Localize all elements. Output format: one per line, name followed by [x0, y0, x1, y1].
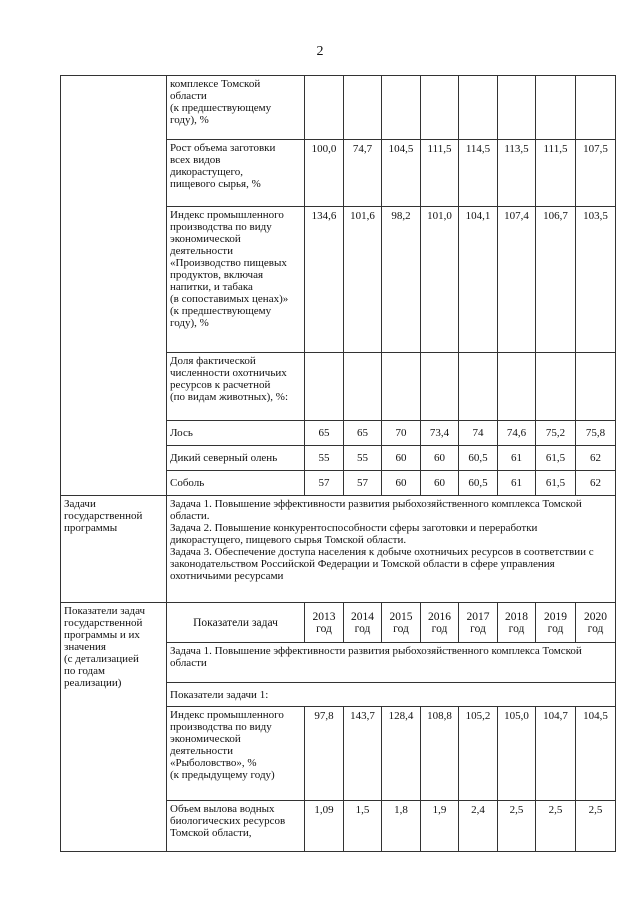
value-cell	[305, 353, 344, 421]
value-cell: 107,5	[576, 140, 616, 207]
row-label: комплексе Томской области (к предшествующему году), %	[167, 76, 305, 140]
value-cell: 143,7	[344, 707, 382, 801]
value-cell: 61	[498, 446, 536, 471]
value-cell: 55	[305, 446, 344, 471]
tasks-label: Задачи государственной программы	[61, 496, 167, 603]
value-cell: 61,5	[536, 471, 576, 496]
row-label: Индекс промышленного производства по виду экономической деятельности «Рыболовство», % (к предыдущему году)	[167, 707, 305, 801]
tasks-content	[167, 496, 616, 603]
value-cell: 111,5	[536, 140, 576, 207]
value-cell: 105,2	[459, 707, 498, 801]
row-label: Лось	[167, 421, 305, 446]
value-cell: 108,8	[421, 707, 459, 801]
year-header: 2020 год	[576, 603, 616, 643]
value-cell: 1,5	[344, 801, 382, 852]
task1-title: Задача 1. Повышение эффективности развития рыбохозяйственного комплекса Томской области	[167, 643, 616, 683]
value-cell: 1,9	[421, 801, 459, 852]
task-item: Задача 1. Повышение эффективности развития рыбохозяйственного комплекса Томской области.	[170, 498, 582, 522]
value-cell: 74,7	[344, 140, 382, 207]
value-cell: 62	[576, 471, 616, 496]
value-cell: 101,0	[421, 207, 459, 353]
year-header: 2013 год	[305, 603, 344, 643]
value-cell: 65	[344, 421, 382, 446]
row-label: Индекс промышленного производства по виду экономической деятельности «Производство пищевых продуктов, включая напитки, и табака (в сопоставимых ценах)» (к предшествующему году), %	[167, 207, 305, 353]
value-cell	[344, 76, 382, 140]
value-cell: 107,4	[498, 207, 536, 353]
value-cell: 70	[382, 421, 421, 446]
value-cell: 57	[305, 471, 344, 496]
indicators-header-row	[61, 603, 616, 643]
value-cell: 104,5	[382, 140, 421, 207]
value-cell: 111,5	[421, 140, 459, 207]
value-cell	[421, 76, 459, 140]
value-cell	[498, 76, 536, 140]
value-cell: 128,4	[382, 707, 421, 801]
value-cell: 97,8	[305, 707, 344, 801]
value-cell	[382, 353, 421, 421]
row-label: Соболь	[167, 471, 305, 496]
page-number: 2	[316, 44, 324, 59]
value-cell: 1,09	[305, 801, 344, 852]
value-cell	[305, 76, 344, 140]
indicators-label: Показатели задач государственной программы и их значения (с детализацией по годам реализации)	[61, 603, 167, 852]
value-cell: 114,5	[459, 140, 498, 207]
value-cell	[344, 353, 382, 421]
value-cell	[536, 353, 576, 421]
year-header: 2015 год	[382, 603, 421, 643]
value-cell: 60	[421, 471, 459, 496]
value-cell: 57	[344, 471, 382, 496]
value-cell: 98,2	[382, 207, 421, 353]
value-cell: 2,5	[576, 801, 616, 852]
value-cell: 62	[576, 446, 616, 471]
value-cell: 60	[382, 446, 421, 471]
value-cell	[536, 76, 576, 140]
row-label: Рост объема заготовки всех видов дикорастущего, пищевого сырья, %	[167, 140, 305, 207]
left-empty-cell	[61, 76, 167, 496]
value-cell: 134,6	[305, 207, 344, 353]
task-item: Задача 2. Повышение конкурентоспособности сферы заготовки и переработки дикорастущего, пищевого сырья Томской области.	[170, 522, 538, 546]
program-table	[60, 75, 616, 852]
year-header: 2016 год	[421, 603, 459, 643]
value-cell: 74	[459, 421, 498, 446]
value-cell: 104,1	[459, 207, 498, 353]
value-cell: 1,8	[382, 801, 421, 852]
value-cell: 60,5	[459, 446, 498, 471]
value-cell: 75,2	[536, 421, 576, 446]
value-cell: 113,5	[498, 140, 536, 207]
year-header: 2017 год	[459, 603, 498, 643]
value-cell	[576, 353, 616, 421]
value-cell: 60	[382, 471, 421, 496]
value-cell: 100,0	[305, 140, 344, 207]
value-cell	[459, 353, 498, 421]
task-item: Задача 3. Обеспечение доступа населения к добыче охотничьих ресурсов в соответствии с законодательством Российской Федерации и Томской области в сфере управления охотничьими ресурсами	[170, 546, 594, 582]
tasks-row	[61, 496, 616, 603]
value-cell: 65	[305, 421, 344, 446]
value-cell: 103,5	[576, 207, 616, 353]
value-cell	[576, 76, 616, 140]
value-cell: 73,4	[421, 421, 459, 446]
value-cell: 61	[498, 471, 536, 496]
value-cell	[498, 353, 536, 421]
value-cell: 61,5	[536, 446, 576, 471]
value-cell: 104,7	[536, 707, 576, 801]
indicators-header: Показатели задач	[167, 603, 305, 643]
value-cell: 101,6	[344, 207, 382, 353]
value-cell: 106,7	[536, 207, 576, 353]
year-header: 2019 год	[536, 603, 576, 643]
year-header: 2018 год	[498, 603, 536, 643]
value-cell: 2,5	[536, 801, 576, 852]
value-cell: 104,5	[576, 707, 616, 801]
task1-subtitle: Показатели задачи 1:	[167, 683, 616, 707]
year-header: 2014 год	[344, 603, 382, 643]
value-cell: 75,8	[576, 421, 616, 446]
value-cell: 55	[344, 446, 382, 471]
row-label: Доля фактической численности охотничьих ресурсов к расчетной (по видам животных), %:	[167, 353, 305, 421]
value-cell: 2,4	[459, 801, 498, 852]
value-cell	[421, 353, 459, 421]
value-cell: 105,0	[498, 707, 536, 801]
value-cell: 60,5	[459, 471, 498, 496]
value-cell	[459, 76, 498, 140]
row-label: Дикий северный олень	[167, 446, 305, 471]
value-cell: 60	[421, 446, 459, 471]
value-cell: 2,5	[498, 801, 536, 852]
value-cell	[382, 76, 421, 140]
row-label: Объем вылова водных биологических ресурсов Томской области,	[167, 801, 305, 852]
value-cell: 74,6	[498, 421, 536, 446]
table-row	[61, 76, 616, 140]
